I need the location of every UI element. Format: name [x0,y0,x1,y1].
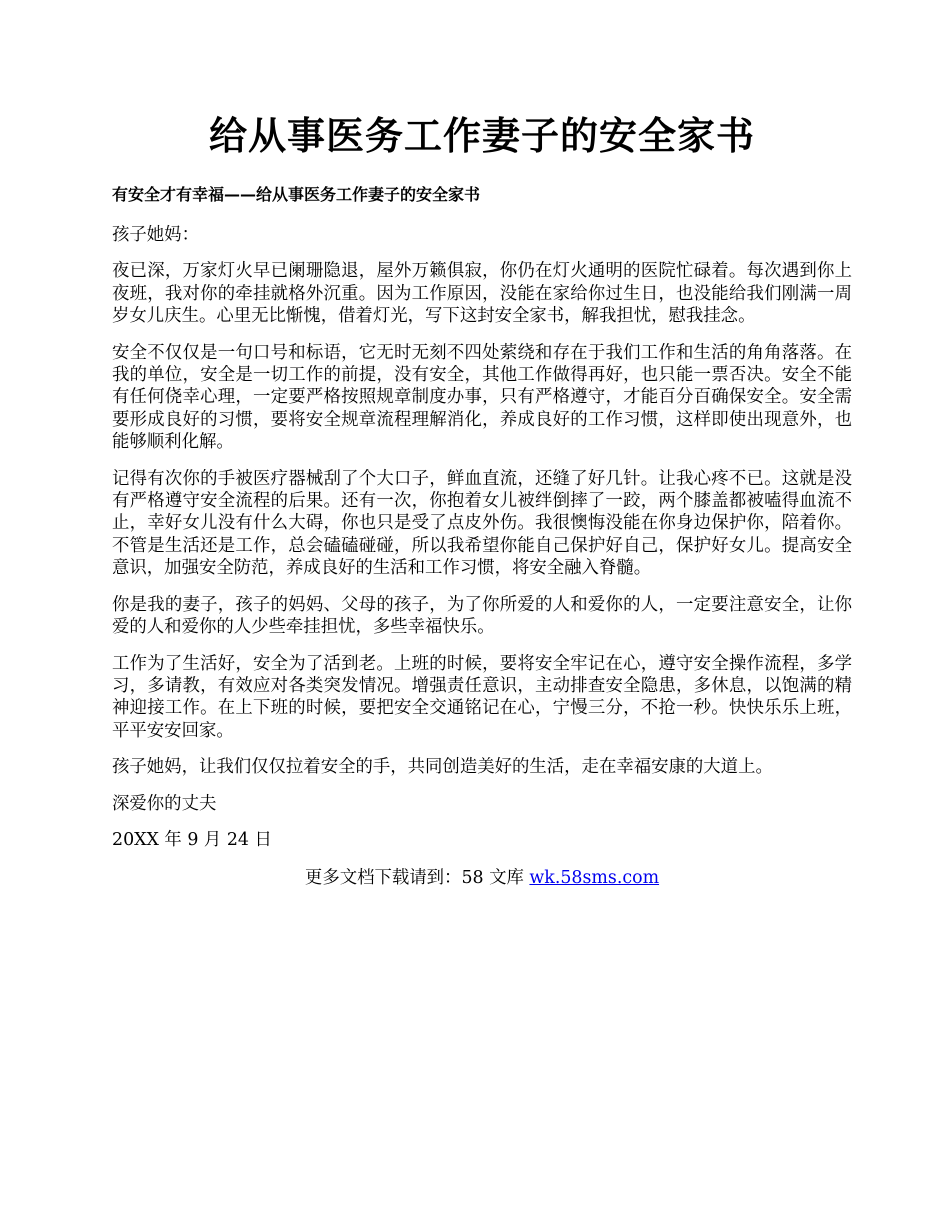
document-subtitle: 有安全才有幸福——给从事医务工作妻子的安全家书 [112,185,481,204]
paragraph-2: 安全不仅仅是一句口号和标语，它无时无刻不四处萦绕和存在于我们工作和生活的角角落落。在我的单位，安全是一切工作的前提，没有安全，其他工作做得再好，也只能一票否决。安全不能有任何侥幸心理，一定要严格按照规章制度办事，只有严格遵守，才能百分百确保安全。安全需要形成良好的习惯，要将安全规章流程理解消化，养成良好的工作习惯，这样即使出现意外，也能够顺利化解。 [112,342,852,453]
footer-link[interactable]: wk.58sms.com [529,868,660,889]
paragraph-4: 你是我的妻子，孩子的妈妈、父母的孩子，为了你所爱的人和爱你的人，一定要注意安全，让你爱的人和爱你的人少些牵挂担忧，多些幸福快乐。 [112,594,852,638]
document-title: 给从事医务工作妻子的安全家书 [208,113,755,158]
paragraph-5: 工作为了生活好，安全为了活到老。上班的时候，要将安全牢记在心，遵守安全操作流程，多学习，多请教，有效应对各类突发情况。增强责任意识，主动排查安全隐患，多休息，以饱满的精神迎接工作。在上下班的时候，要把安全交通铭记在心，宁慢三分，不抢一秒。快快乐乐上班，平平安安回家。 [112,653,852,741]
paragraph-6: 孩子她妈，让我们仅仅拉着安全的手，共同创造美好的生活，走在幸福安康的大道上。 [112,757,773,778]
date: 20XX 年 9 月 24 日 [112,829,272,850]
footer-text: 更多文档下载请到：58 文库 [304,868,530,889]
footer [112,867,852,889]
paragraph-3: 记得有次你的手被医疗器械刮了个大口子，鲜血直流，还缝了好几针。让我心疼不已。这就是没有严格遵守安全流程的后果。还有一次，你抱着女儿被绊倒摔了一跤，两个膝盖都被嗑得血流不止，幸好女儿没有什么大碍，你也只是受了点皮外伤。我很懊悔没能在你身边保护你，陪着你。不管是生活还是工作，总会磕磕碰碰，所以我希望你能自己保护好自己，保护好女儿。提高安全意识，加强安全防范，养成良好的生活和工作习惯，将安全融入脊髓。 [112,468,852,579]
signature: 深爱你的丈夫 [112,793,217,814]
greeting: 孩子她妈： [112,225,199,245]
paragraph-1: 夜已深，万家灯火早已阑珊隐退，屋外万籁俱寂，你仍在灯火通明的医院忙碌着。每次遇到你上夜班，我对你的牵挂就格外沉重。因为工作原因，没能在家给你过生日，也没能给我们刚满一周岁女儿庆生。心里无比惭愧，借着灯光，写下这封安全家书，解我担忧，慰我挂念。 [112,261,852,327]
document-page [112,110,852,889]
